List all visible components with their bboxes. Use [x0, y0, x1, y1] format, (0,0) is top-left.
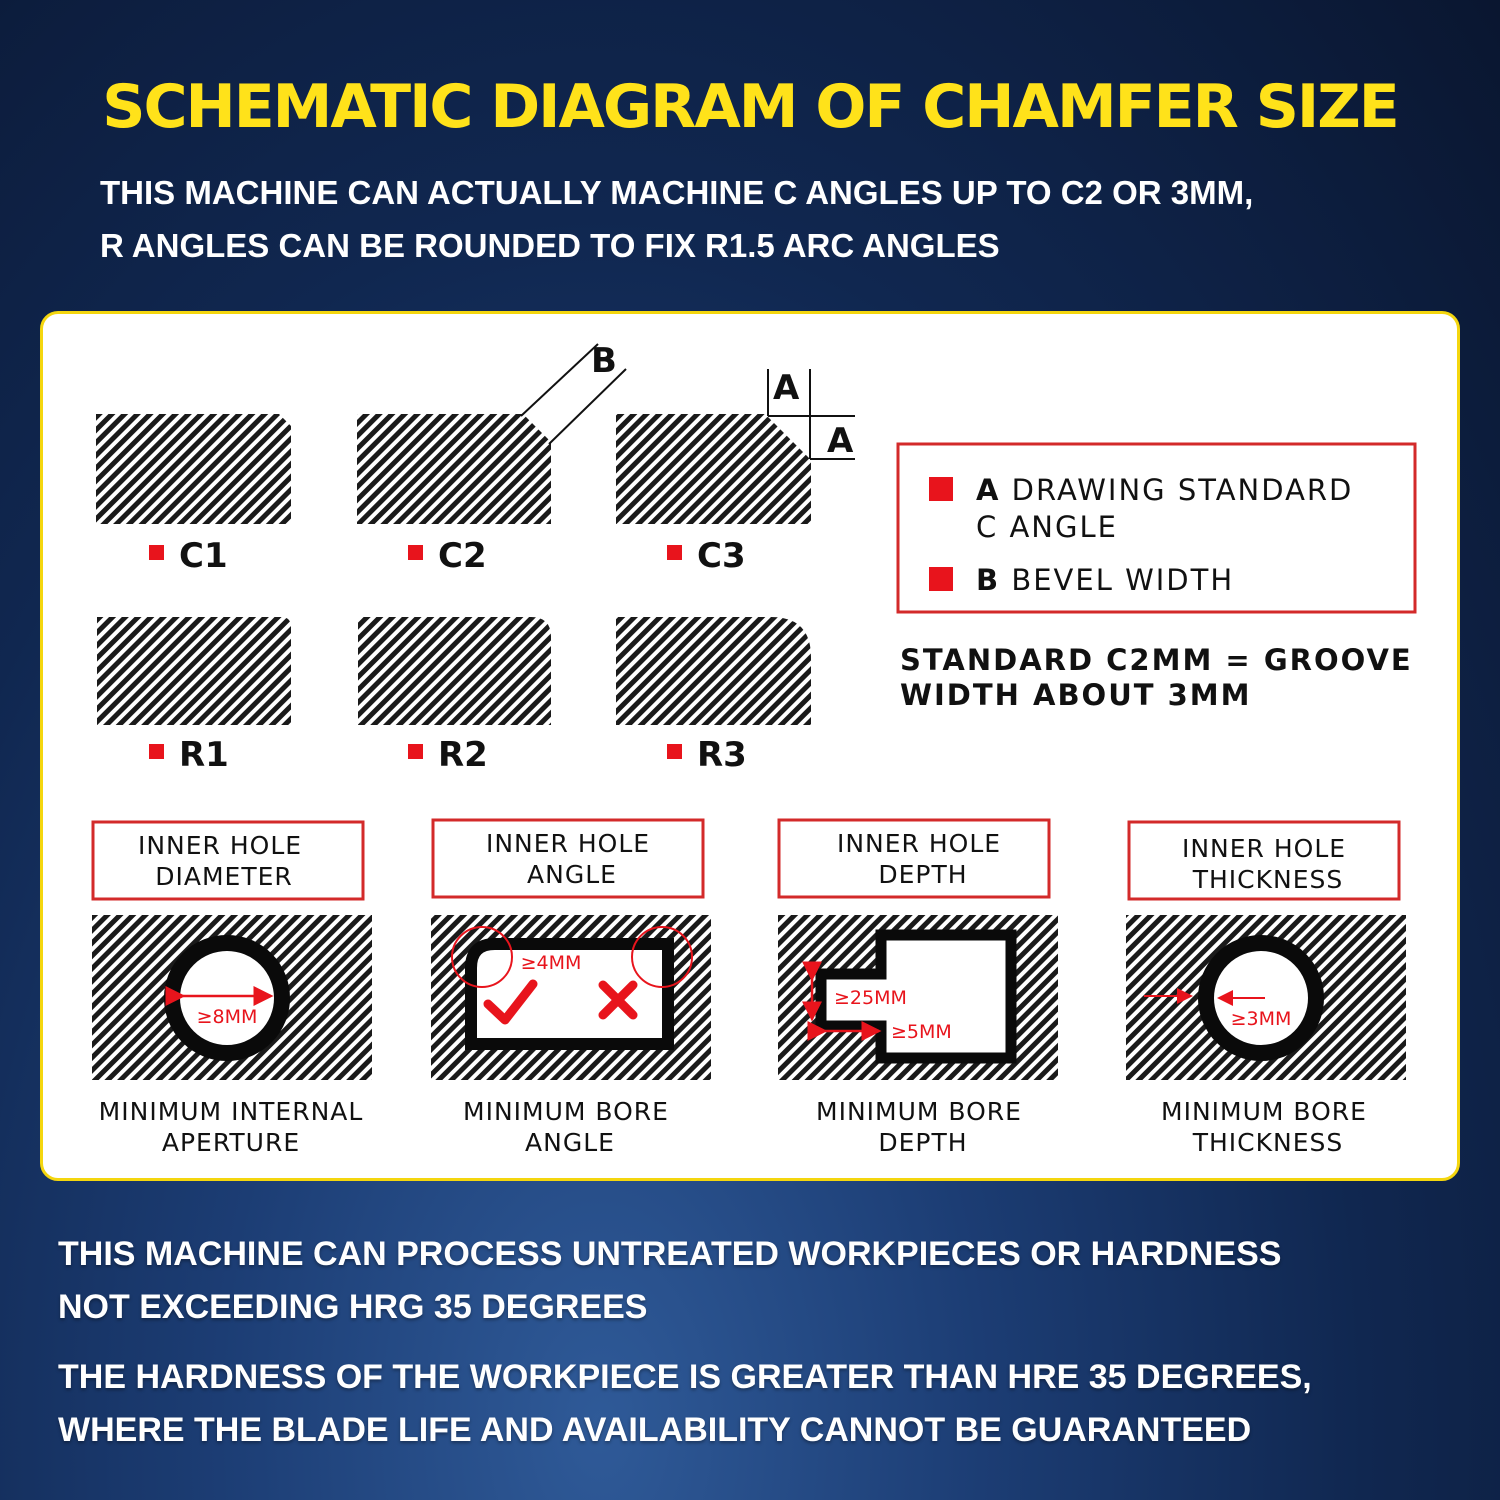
page-title: SCHEMATIC DIAGRAM OF CHAMFER SIZE — [102, 72, 1398, 142]
red-square-icon — [667, 744, 682, 759]
footer-line-3: THE HARDNESS OF THE WORKPIECE IS GREATER THAN HRE 35 DEGREES, — [58, 1358, 1312, 1396]
chamfer-r2-shape — [358, 617, 551, 725]
inner-hole-depth — [778, 820, 1058, 1157]
label-r2 — [408, 735, 488, 775]
caption-line-2: APERTURE — [161, 1128, 301, 1157]
inner-hole-diameter — [92, 822, 372, 1157]
label-c2-text: C2 — [438, 536, 487, 576]
chamfer-r3-shape — [616, 617, 811, 725]
chamfer-diagram — [43, 314, 1457, 1178]
red-square-icon — [149, 744, 164, 759]
caption-line-1: MINIMUM BORE — [1161, 1097, 1367, 1126]
chamfer-r1-shape — [97, 617, 291, 725]
label-r1-text: R1 — [179, 735, 229, 775]
marker-a-label-top: A — [773, 368, 800, 408]
label-r3 — [667, 735, 747, 775]
label-c1-text: C1 — [179, 536, 228, 576]
caption-line-1: MINIMUM BORE — [816, 1097, 1022, 1126]
box-line-2: THICKNESS — [1192, 865, 1344, 894]
label-r3-text: R3 — [697, 735, 747, 775]
box-line-2: DIAMETER — [155, 862, 293, 891]
legend-a-line-2: C ANGLE — [976, 510, 1118, 544]
chamfer-c3-shape — [616, 414, 811, 524]
label-c3-text: C3 — [697, 536, 746, 576]
legend-a-line-1: A DRAWING STANDARD — [976, 473, 1354, 507]
standard-note-line-2: WIDTH ABOUT 3MM — [900, 678, 1252, 712]
red-square-icon — [929, 477, 953, 501]
caption-line-2: DEPTH — [878, 1128, 968, 1157]
red-square-icon — [408, 744, 423, 759]
caption-line-1: MINIMUM BORE — [463, 1097, 669, 1126]
inner-hole-thickness — [1126, 822, 1406, 1157]
box-line-1: INNER HOLE — [485, 829, 651, 858]
dim-label: ≥25MM — [834, 987, 907, 1009]
box-line-2: DEPTH — [878, 860, 968, 889]
dim-label: ≥3MM — [1230, 1008, 1292, 1030]
label-c1 — [149, 536, 228, 576]
legend-b-line: B BEVEL WIDTH — [976, 563, 1235, 597]
caption-line-1: MINIMUM INTERNAL — [98, 1097, 364, 1126]
dim-label-2: ≥5MM — [891, 1021, 952, 1043]
label-c3 — [667, 536, 746, 576]
caption-line-2: THICKNESS — [1192, 1128, 1344, 1157]
red-square-icon — [929, 567, 953, 591]
box-line-1: INNER HOLE — [137, 831, 303, 860]
box-line-1: INNER HOLE — [836, 829, 1002, 858]
red-square-icon — [149, 545, 164, 560]
subtitle-line-1: THIS MACHINE CAN ACTUALLY MACHINE C ANGLES UP TO C2 OR 3MM, — [100, 174, 1254, 211]
inner-hole-angle — [431, 820, 711, 1157]
chamfer-c2-shape — [357, 414, 551, 524]
footer-line-4: WHERE THE BLADE LIFE AND AVAILABILITY CANNOT BE GUARANTEED — [58, 1411, 1252, 1449]
standard-note-line-1: STANDARD C2MM = GROOVE — [900, 643, 1413, 677]
legend-box — [898, 444, 1415, 612]
dim-label: ≥4MM — [520, 952, 582, 974]
footer-line-2: NOT EXCEEDING HRG 35 DEGREES — [58, 1288, 648, 1326]
dim-label: ≥8MM — [196, 1006, 258, 1028]
subtitle-line-2: R ANGLES CAN BE ROUNDED TO FIX R1.5 ARC ANGLES — [100, 227, 1000, 264]
chamfer-c1-shape — [96, 414, 291, 524]
marker-a-label-side: A — [827, 421, 854, 461]
red-square-icon — [408, 545, 423, 560]
diagram-panel — [40, 311, 1460, 1181]
footer-line-1: THIS MACHINE CAN PROCESS UNTREATED WORKPIECES OR HARDNESS — [58, 1235, 1282, 1273]
box-line-1: INNER HOLE — [1181, 834, 1347, 863]
caption-line-2: ANGLE — [525, 1128, 615, 1157]
red-square-icon — [667, 545, 682, 560]
label-r2-text: R2 — [438, 735, 488, 775]
bore-hole — [172, 943, 282, 1053]
label-r1 — [149, 735, 229, 775]
label-c2 — [408, 536, 487, 576]
box-line-2: ANGLE — [527, 860, 617, 889]
marker-b-label: B — [591, 341, 617, 381]
